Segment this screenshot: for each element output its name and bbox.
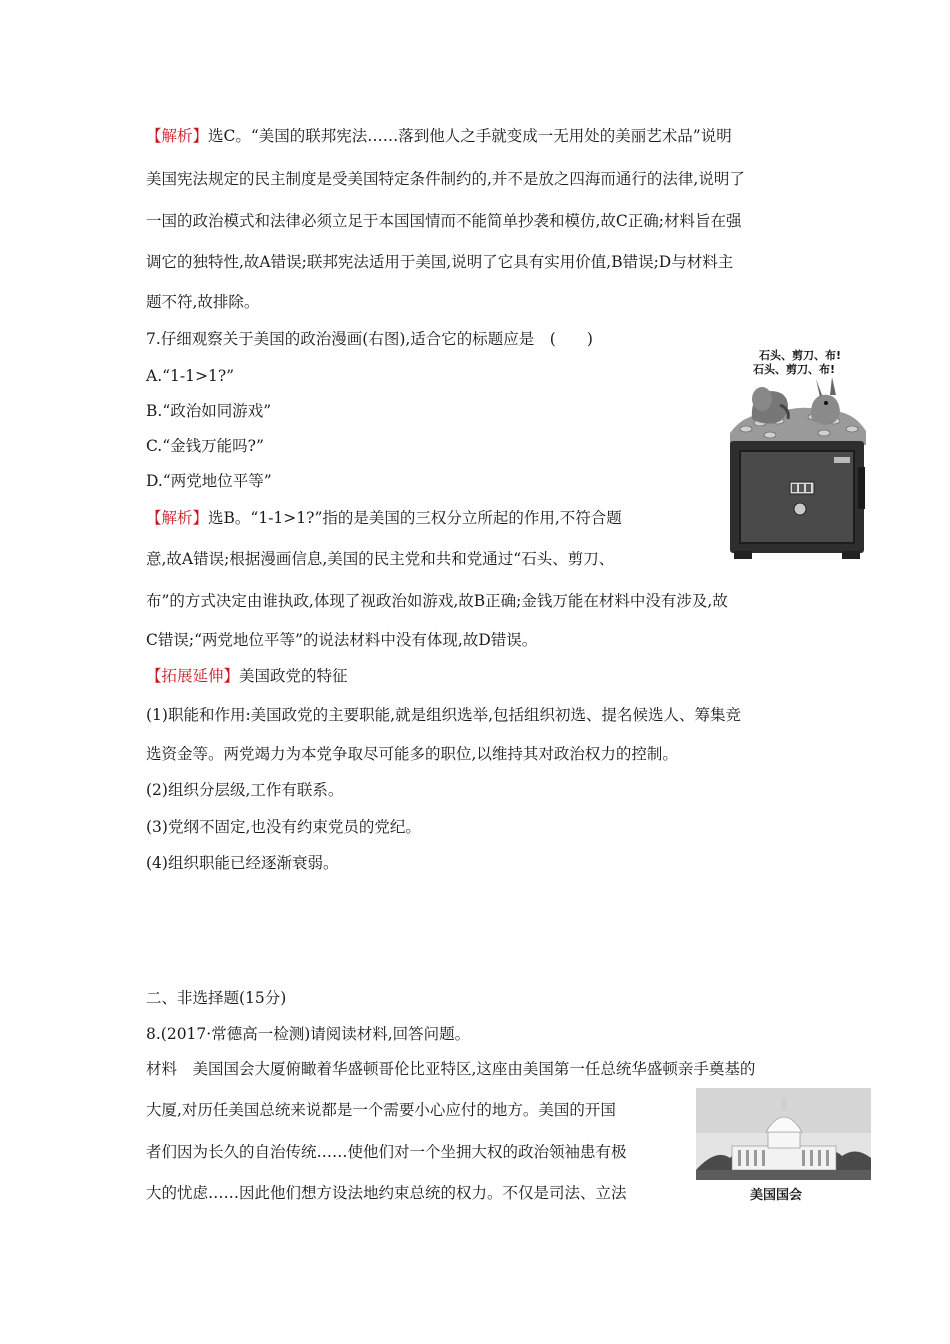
capitol-caption: 美国国会 [750,1188,803,1203]
cartoon-speech-1: 石头、剪刀、布! [758,349,842,362]
option-a: A.“1-1>1?” [146,367,235,385]
analysis-line-2: 美国宪法规定的民主制度是受美国特定条件制约的,并不是放之四海而通行的法律,说明了 [146,170,745,188]
extension-line-3: (2)组织分层级,工作有联系。 [146,781,344,799]
cartoon-speech-2: 石头、剪刀、布! [752,363,836,376]
material-line-1: 材料 美国国会大厦俯瞰着华盛顿哥伦比亚特区,这座由美国第一任总统华盛顿亲手奠基的 [146,1060,756,1078]
material-line-3: 者们因为长久的自治传统……使他们对一个坐拥大权的政治领袖患有极 [146,1143,627,1161]
political-cartoon [726,345,870,563]
analysis-line-4: 调它的独特性,故A错误;联邦宪法适用于美国,说明了它具有实用价值,B错误;D与材料主 [146,253,734,271]
question-7: 7.仔细观察关于美国的政治漫画(右图),适合它的标题应是 ( ) [146,330,593,348]
question-8: 8.(2017·常德高一检测)请阅读材料,回答问题。 [146,1025,471,1043]
capitol-photo [696,1088,871,1180]
extension-tag: 【拓展延伸】 [146,667,240,685]
material-line-4: 大的忧虑……因此他们想方设法地约束总统的权力。不仅是司法、立法 [146,1184,627,1202]
analysis-line-5: 题不符,故排除。 [146,293,260,311]
option-c: C.“金钱万能吗?” [146,437,264,455]
analysis-tag: 【解析】 [146,127,209,145]
material-line-2: 大厦,对历任美国总统来说都是一个需要小心应付的地方。美国的开国 [146,1101,616,1119]
extension-line-4: (3)党纲不固定,也没有约束党员的党纪。 [146,818,421,836]
analysis7-line-1: 【解析】选B。“1-1>1?”指的是美国的三权分立所起的作用,不符合题 [146,509,622,527]
extension-line-5: (4)组织职能已经逐渐衰弱。 [146,854,339,872]
analysis7-line-2: 意,故A错误;根据漫画信息,美国的民主党和共和党通过“石头、剪刀、 [146,550,615,568]
analysis7-line-3: 布”的方式决定由谁执政,体现了视政治如游戏,故B正确;金钱万能在材料中没有涉及,故 [146,592,728,610]
analysis-tag: 【解析】 [146,509,209,527]
option-b: B.“政治如同游戏” [146,402,272,420]
extension-line-1: (1)职能和作用:美国政党的主要职能,就是组织选举,包括组织初选、提名候选人、筹集竞 [146,706,742,724]
analysis7-line-4: C错误;“两党地位平等”的说法材料中没有体现,故D错误。 [146,631,538,649]
section-heading: 二、非选择题(15分) [146,989,287,1007]
option-d: D.“两党地位平等” [146,472,272,490]
extension-line-2: 选资金等。两党竭力为本党争取尽可能多的职位,以维持其对政治权力的控制。 [146,745,678,763]
analysis-line-3: 一国的政治模式和法律必须立足于本国国情而不能简单抄袭和模仿,故C正确;材料旨在强 [146,212,742,230]
extension-heading: 【拓展延伸】美国政党的特征 [146,667,348,685]
analysis-line-1: 【解析】选C。“美国的联邦宪法……落到他人之手就变成一无用处的美丽艺术品”说明 [146,127,732,145]
